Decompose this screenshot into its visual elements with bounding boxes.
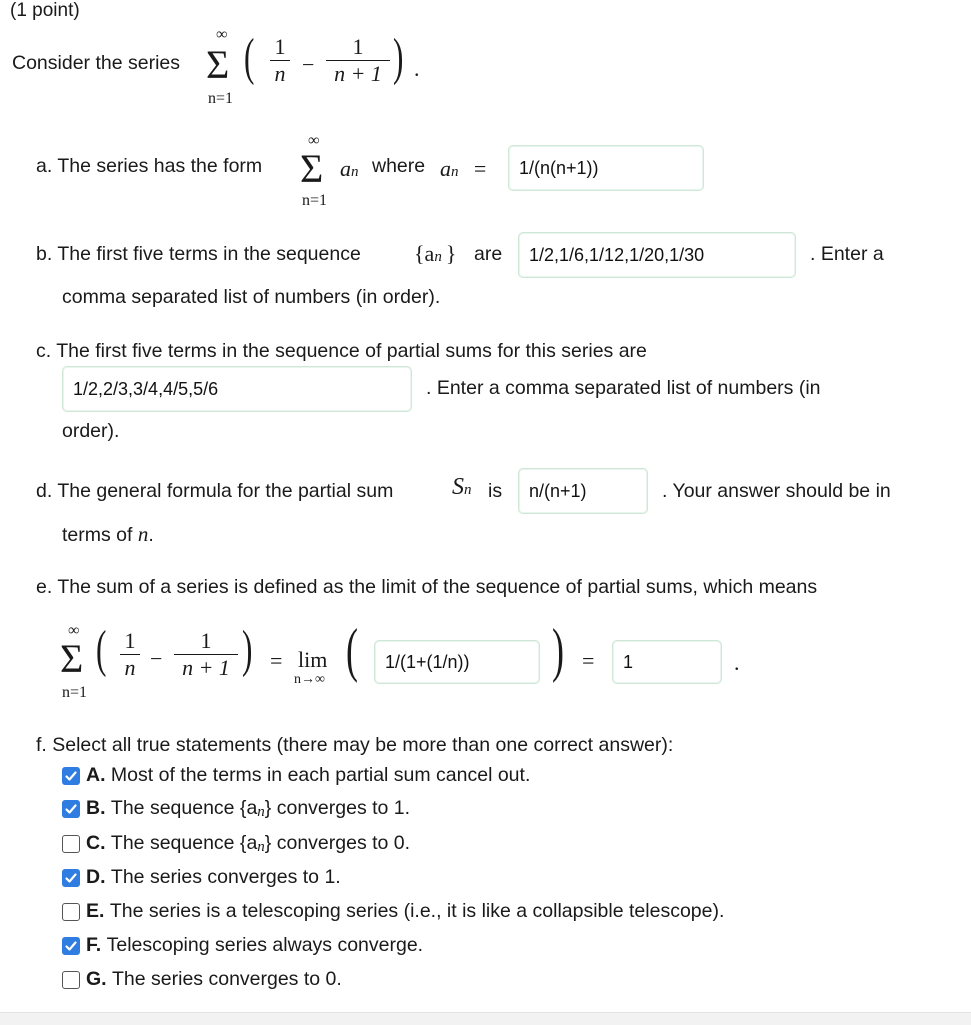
checkbox-checked-icon[interactable]	[62, 937, 80, 955]
sigma-symbol: Σ	[60, 636, 84, 681]
option-key: C.	[86, 832, 106, 854]
part-b-prefix: b. The first five terms in the sequence	[36, 243, 361, 265]
checkbox-unchecked-icon[interactable]	[62, 835, 80, 853]
equals-sign: =	[582, 648, 595, 673]
option-e[interactable]	[62, 900, 724, 923]
option-key: G.	[86, 968, 107, 990]
option-b[interactable]: B. The sequence {a n } converges to 1.	[62, 797, 410, 820]
lower-limit: n=1	[62, 684, 88, 701]
option-a[interactable]	[62, 764, 530, 787]
checkbox-checked-icon[interactable]	[62, 767, 80, 785]
part-a-prefix: a. The series has the form	[36, 155, 263, 177]
sigma-symbol: Σ	[206, 42, 230, 87]
right-paren: )	[393, 29, 404, 86]
part-b-suffix: . Enter a	[810, 243, 884, 265]
checkbox-unchecked-icon[interactable]	[62, 971, 80, 989]
part-e-sum-input[interactable]: 1	[612, 640, 722, 684]
option-key: B.	[86, 797, 106, 819]
fraction-1-over-n: 1 n	[270, 36, 290, 85]
a-n-equals: an =	[440, 156, 487, 181]
option-text: The sequence {a	[110, 832, 258, 854]
right-paren: )	[242, 621, 253, 678]
part-c-answer-input[interactable]: 1/2,2/3,3/4,4/5,5/6	[62, 366, 412, 412]
infinity-symbol: ∞	[68, 622, 80, 639]
checkbox-unchecked-icon[interactable]	[62, 903, 80, 921]
part-c-line2: order).	[62, 420, 120, 442]
option-text: Telescoping series always converge.	[106, 934, 424, 956]
option-text: The series converges to 1.	[110, 866, 341, 888]
infinity-symbol: ∞	[308, 132, 320, 149]
part-d-answer-input[interactable]: n/(n+1)	[518, 468, 648, 514]
fraction-1-over-n: 1 n	[120, 630, 140, 679]
lower-limit: n=1	[208, 90, 234, 107]
is-label: is	[488, 480, 503, 502]
bottom-divider	[0, 1012, 971, 1025]
part-b-line2: comma separated list of numbers (in order).	[62, 286, 441, 308]
minus-sign: −	[150, 646, 163, 671]
option-text-end: } converges to 1.	[264, 797, 411, 819]
option-text-end: } converges to 0.	[264, 832, 411, 854]
left-paren: (	[244, 29, 255, 86]
lim-subscript: n→∞	[294, 672, 325, 687]
fraction-1-over-n-plus-1: 1 n + 1	[326, 36, 390, 85]
option-d[interactable]	[62, 866, 341, 889]
part-f-prompt: f. Select all true statements (there may be more than one correct answer):	[36, 734, 674, 756]
period: .	[734, 650, 740, 675]
right-paren-large: )	[552, 617, 564, 683]
left-paren: (	[96, 621, 107, 678]
where-label: where	[372, 155, 426, 177]
a-n-term: an	[340, 156, 359, 181]
part-c-suffix: . Enter a comma separated list of numbers (in	[426, 377, 821, 399]
option-key: E.	[86, 900, 105, 922]
minus-sign: −	[302, 52, 315, 77]
part-e-limit-input[interactable]: 1/(1+(1/n))	[374, 640, 540, 684]
equals-sign: =	[270, 648, 283, 673]
option-text: The sequence {a	[110, 797, 258, 819]
option-key: F.	[86, 934, 102, 956]
part-e-prefix: e. The sum of a series is defined as the limit of the sequence of partial sums, which means	[36, 576, 818, 598]
option-f[interactable]	[62, 934, 423, 957]
are-label: are	[474, 243, 503, 265]
period: .	[414, 56, 420, 81]
fraction-1-over-n-plus-1: 1 n + 1	[174, 630, 238, 679]
lim-label: lim	[298, 647, 328, 672]
part-c-prefix: c. The first five terms in the sequence of partial sums for this series are	[36, 340, 647, 362]
option-text: The series converges to 0.	[112, 968, 342, 990]
part-d-line2: terms of n.	[62, 522, 154, 546]
left-paren-large: (	[346, 617, 358, 683]
sigma-symbol: Σ	[300, 146, 324, 191]
option-key: A.	[86, 764, 106, 786]
checkbox-checked-icon[interactable]	[62, 869, 80, 887]
checkbox-checked-icon[interactable]	[62, 800, 80, 818]
infinity-symbol: ∞	[216, 26, 228, 43]
part-d-suffix: . Your answer should be in	[662, 480, 891, 502]
part-d-prefix: d. The general formula for the partial sum	[36, 480, 394, 502]
lower-limit: n=1	[302, 192, 328, 209]
option-key: D.	[86, 866, 106, 888]
part-b-answer-input[interactable]: 1/2,1/6,1/12,1/20,1/30	[518, 232, 796, 278]
partial-sum-symbol: Sn	[452, 474, 472, 500]
option-c[interactable]: C. The sequence {a n } converges to 0.	[62, 832, 410, 855]
part-a-answer-input[interactable]: 1/(n(n+1))	[508, 145, 704, 191]
sequence-a-n-set: {an }	[414, 241, 457, 266]
points-label: (1 point)	[10, 0, 80, 21]
option-g[interactable]	[62, 968, 342, 991]
option-text: Most of the terms in each partial sum cancel out.	[110, 764, 531, 786]
option-text: The series is a telescoping series (i.e., it is like a collapsible telescope).	[109, 900, 725, 922]
intro-text: Consider the series	[12, 52, 180, 74]
